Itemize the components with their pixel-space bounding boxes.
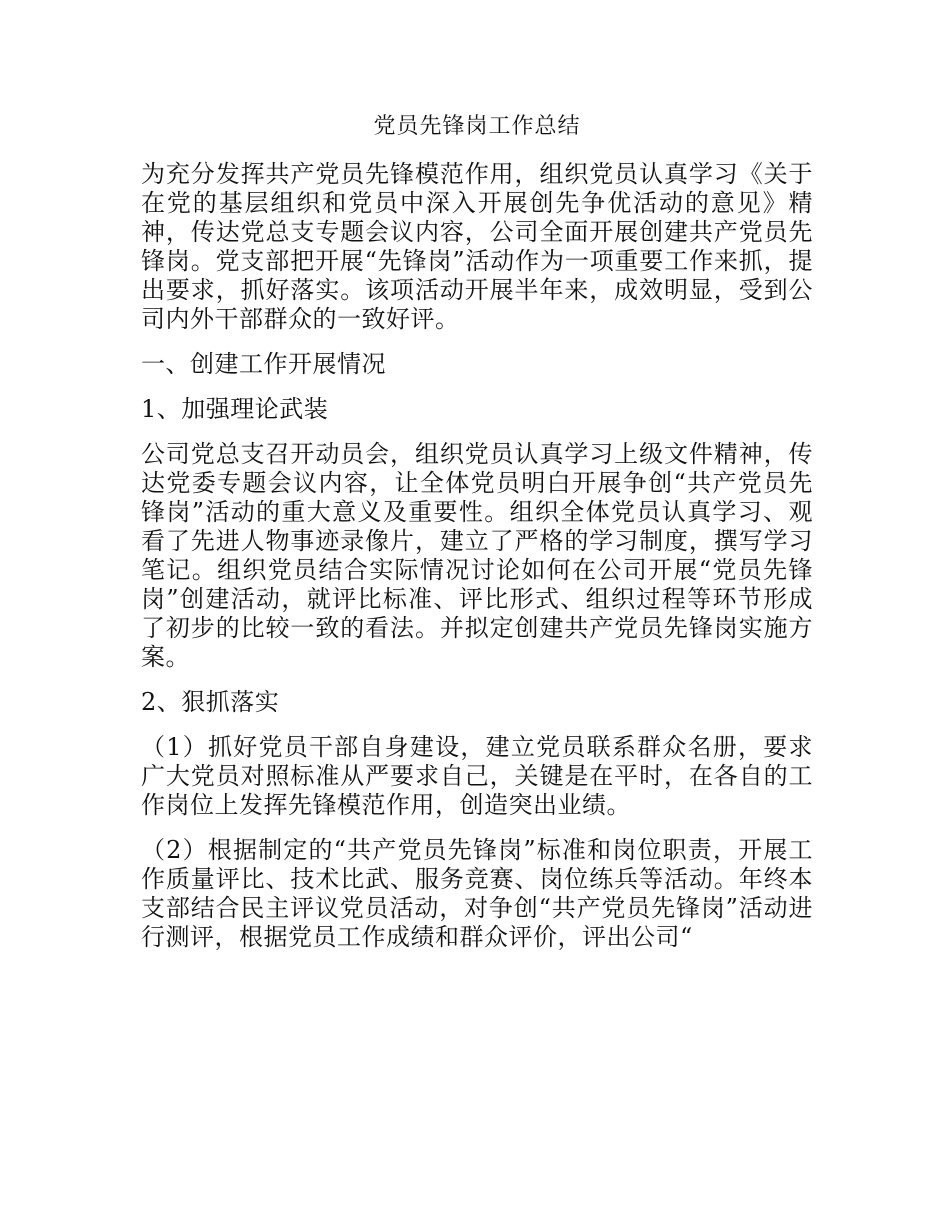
document-title: 党员先锋岗工作总结 — [373, 114, 581, 139]
theory-paragraph: 公司党总支召开动员会，组织党员认真学习上级文件精神，传达党委专题会议内容，让全体党员明白开展争创“共产党员先锋岗”活动的重大意义及重要性。组织全体党员认真学习、观看了先进人物事迹录像片，建立了严格的学习制度，撰写学习笔记。组织党员结合实际情况讨论如何在公司开展“党员先锋岗”创建活动，就评比标准、评比形式、组织过程等环节形成了初步的比较一致的看法。并拟定创建共产党员先锋岗实施方案。 — [141, 440, 813, 671]
section-heading-1: 一、创建工作开展情况 — [141, 350, 386, 378]
document-body — [141, 112, 813, 968]
implementation-paragraph-1: （1）抓好党员干部自身建设，建立党员联系群众名册，要求广大党员对照标准从严要求自己，关键是在平时，在各自的工作岗位上发挥先锋模范作用，创造突出业绩。 — [141, 733, 813, 819]
subsection-heading-2: 2、狠抓落实 — [141, 688, 280, 716]
intro-paragraph: 为充分发挥共产党员先锋模范作用，组织党员认真学习《关于在党的基层组织和党员中深入开展创先争优活动的意见》精神，传达党总支专题会议内容，公司全面开展创建共产党员先锋岗。党支部把开展“先锋岗”活动作为一项重要工作来抓，提出要求，抓好落实。该项活动开展半年来，成效明显，受到公司内外干部群众的一致好评。 — [141, 160, 813, 333]
subsection-heading-1: 1、加强理论武装 — [141, 395, 329, 423]
implementation-paragraph-2: （2）根据制定的“共产党员先锋岗”标准和岗位职责，开展工作质量评比、技术比武、服务竞赛、岗位练兵等活动。年终本支部结合民主评议党员活动，对争创“共产党员先锋岗”活动进行测评，根据党员工作成绩和群众评价，评出公司“ — [141, 836, 813, 951]
